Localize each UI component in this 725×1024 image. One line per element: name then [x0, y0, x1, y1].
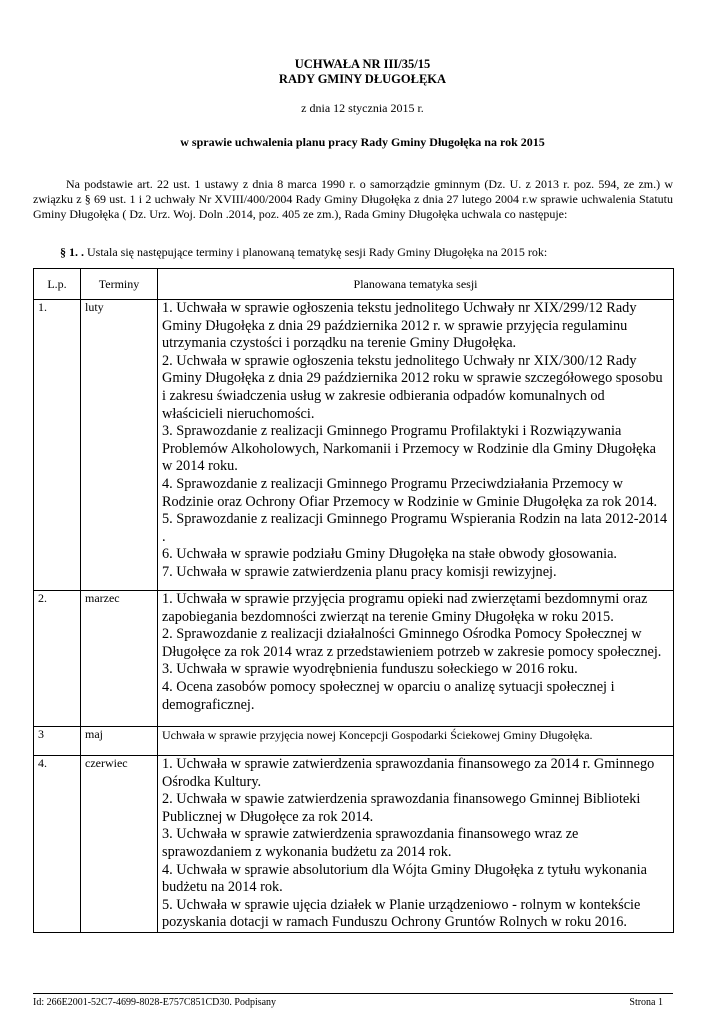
- row-number: 1.: [34, 300, 81, 591]
- topic-item: 2. Uchwała w sprawie ogłoszenia tekstu jednolitego Uchwały nr XIX/300/12 Rady Gminy Długołęka z dnia 29 października 2012 roku w sprawie szczegółowego sposobu i zakresu świadczenia usług w zakresie odbierania odpadów komunalnych od właścicieli nieruchomości.: [162, 352, 663, 422]
- table-row: [34, 756, 674, 933]
- topic-item: 5. Uchwała w sprawie ujęcia działek w Planie urządzeniowo - rolnym w kontekście pozyskania dotacji w ramach Funduszu Ochrony Gruntów Rolnych w roku 2016.: [162, 896, 641, 931]
- topic-item: 1. Uchwała w sprawie zatwierdzenia sprawozdania finansowego za 2014 r. Gminnego Ośrodka Kultury.: [162, 756, 655, 790]
- column-header-lp: L.p.: [34, 269, 81, 300]
- topic-item: 7. Uchwała w sprawie zatwierdzenia planu pracy komisji rewizyjnej.: [162, 563, 557, 580]
- table-row: [34, 591, 674, 727]
- row-term: czerwiec: [81, 756, 158, 933]
- table-header-row: [34, 269, 674, 300]
- topic-item: 5. Sprawozdanie z realizacji Gminnego Programu Wspierania Rodzin na lata 2012-2014 .: [162, 511, 668, 545]
- section-1: [60, 245, 680, 260]
- row-term: maj: [81, 727, 158, 756]
- topic-item: 1. Uchwała w sprawie ogłoszenia tekstu jednolitego Uchwały nr XIX/299/12 Rady Gminy Długołęka z dnia 29 października 2012 r. w sprawie przyjęcia regulaminu utrzymania czystości i porządku na terenie Gminy Długołęka.: [162, 300, 637, 352]
- resolution-subject: w sprawie uchwalenia planu pracy Rady Gminy Długołęka na rok 2015: [180, 135, 545, 149]
- topic-item: 2. Uchwała w spawie zatwierdzenia sprawozdania finansowego Gminnej Biblioteki Publicznej w Długołęce za rok 2014.: [162, 791, 641, 825]
- topic-item: 4. Sprawozdanie z realizacji Gminnego Programu Przeciwdziałania Przemocy w Rodzinie oraz Ochrony Ofiar Przemocy w Rodzinie w Gminie Długołęka za rok 2014.: [162, 475, 658, 510]
- row-topics: [158, 300, 674, 591]
- row-term: marzec: [81, 591, 158, 727]
- row-term: luty: [81, 300, 158, 591]
- row-topics: [158, 591, 674, 727]
- section-1-text: Ustala się następujące terminy i planowaną tematykę sesji Rady Gminy Długołęka na 2015 rok:: [84, 245, 548, 259]
- row-number: 3: [34, 727, 81, 756]
- row-number: 4.: [34, 756, 81, 933]
- topic-item: 3. Sprawozdanie z realizacji Gminnego Programu Profilaktyki i Rozwiązywania Problemów Alkoholowych, Narkomanii i Przemocy w Rodzinie dla Gminy Długołęka w 2014 roku.: [162, 423, 656, 475]
- row-number: 2.: [34, 591, 81, 727]
- topic-item: Uchwała w sprawie przyjęcia nowej Koncepcji Gospodarki Ściekowej Gminy Długołęka.: [162, 728, 593, 742]
- topic-item: 6. Uchwała w sprawie podziału Gminy Długołęka na stałe obwody głosowania.: [162, 546, 618, 563]
- topic-item: 3. Uchwała w sprawie zatwierdzenia sprawozdania finansowego wraz ze sprawozdaniem z wykonania budżetu za 2014 rok.: [162, 826, 579, 860]
- resolution-title: UCHWAŁA NR III/35/15: [294, 57, 431, 71]
- footer-divider: [33, 993, 673, 994]
- row-topics: [158, 756, 674, 933]
- section-1-label: § 1. .: [60, 245, 84, 259]
- topic-item: 3. Uchwała w sprawie wyodrębnienia funduszu sołeckiego w 2016 roku.: [162, 661, 578, 678]
- resolution-issuer: RADY GMINY DŁUGOŁĘKA: [278, 72, 447, 86]
- column-header-term: Terminy: [81, 269, 158, 300]
- document-id: Id: 266E2001-52C7-4699-8028-E757C851CD30. Podpisany: [33, 997, 277, 1008]
- column-header-topics: Planowana tematyka sesji: [158, 269, 674, 300]
- topic-item: 4. Ocena zasobów pomocy społecznej w oparciu o analizę sytuacji społecznej i demograficznej.: [162, 678, 615, 713]
- topic-item: 1. Uchwała w sprawie przyjęcia programu opieki nad zwierzętami bezdomnymi oraz zapobiegania bezdomności zwierząt na terenie Gminy Długołęka w roku 2015.: [162, 591, 648, 625]
- table-row: [34, 300, 674, 591]
- topic-item: 4. Uchwała w sprawie absolutorium dla Wójta Gminy Długołęka z tytułu wykonania budżetu na 2014 rok.: [162, 861, 647, 896]
- resolution-date: z dnia 12 stycznia 2015 r.: [301, 101, 424, 115]
- topic-item: 2. Sprawozdanie z realizacji działalności Gminnego Ośrodka Pomocy Społecznej w Długołęce za rok 2014 wraz z przedstawieniem potrzeb w zakresie pomocy społecznej.: [162, 626, 662, 660]
- legal-basis-paragraph: Na podstawie art. 22 ust. 1 ustawy z dnia 8 marca 1990 r. o samorządzie gminnym (Dz. U. z 2013 r. poz. 594, ze zm.) w związku z § 69 ust. 1 i 2 uchwały Nr XVIII/400/2004 Rady Gminy Długołęka z dnia 27 lutego 2004 r.w sprawie uchwalenia Statutu Gminy Długołęka ( Dz. Urz. Woj. Doln .2014, poz. 405 ze zm.), Rada Gminy Długołęka uchwala co następuje:: [33, 177, 673, 221]
- session-schedule-table: [33, 268, 674, 933]
- row-topics: [158, 727, 674, 756]
- table-row: [34, 727, 674, 756]
- page-number: Strona 1: [629, 997, 663, 1008]
